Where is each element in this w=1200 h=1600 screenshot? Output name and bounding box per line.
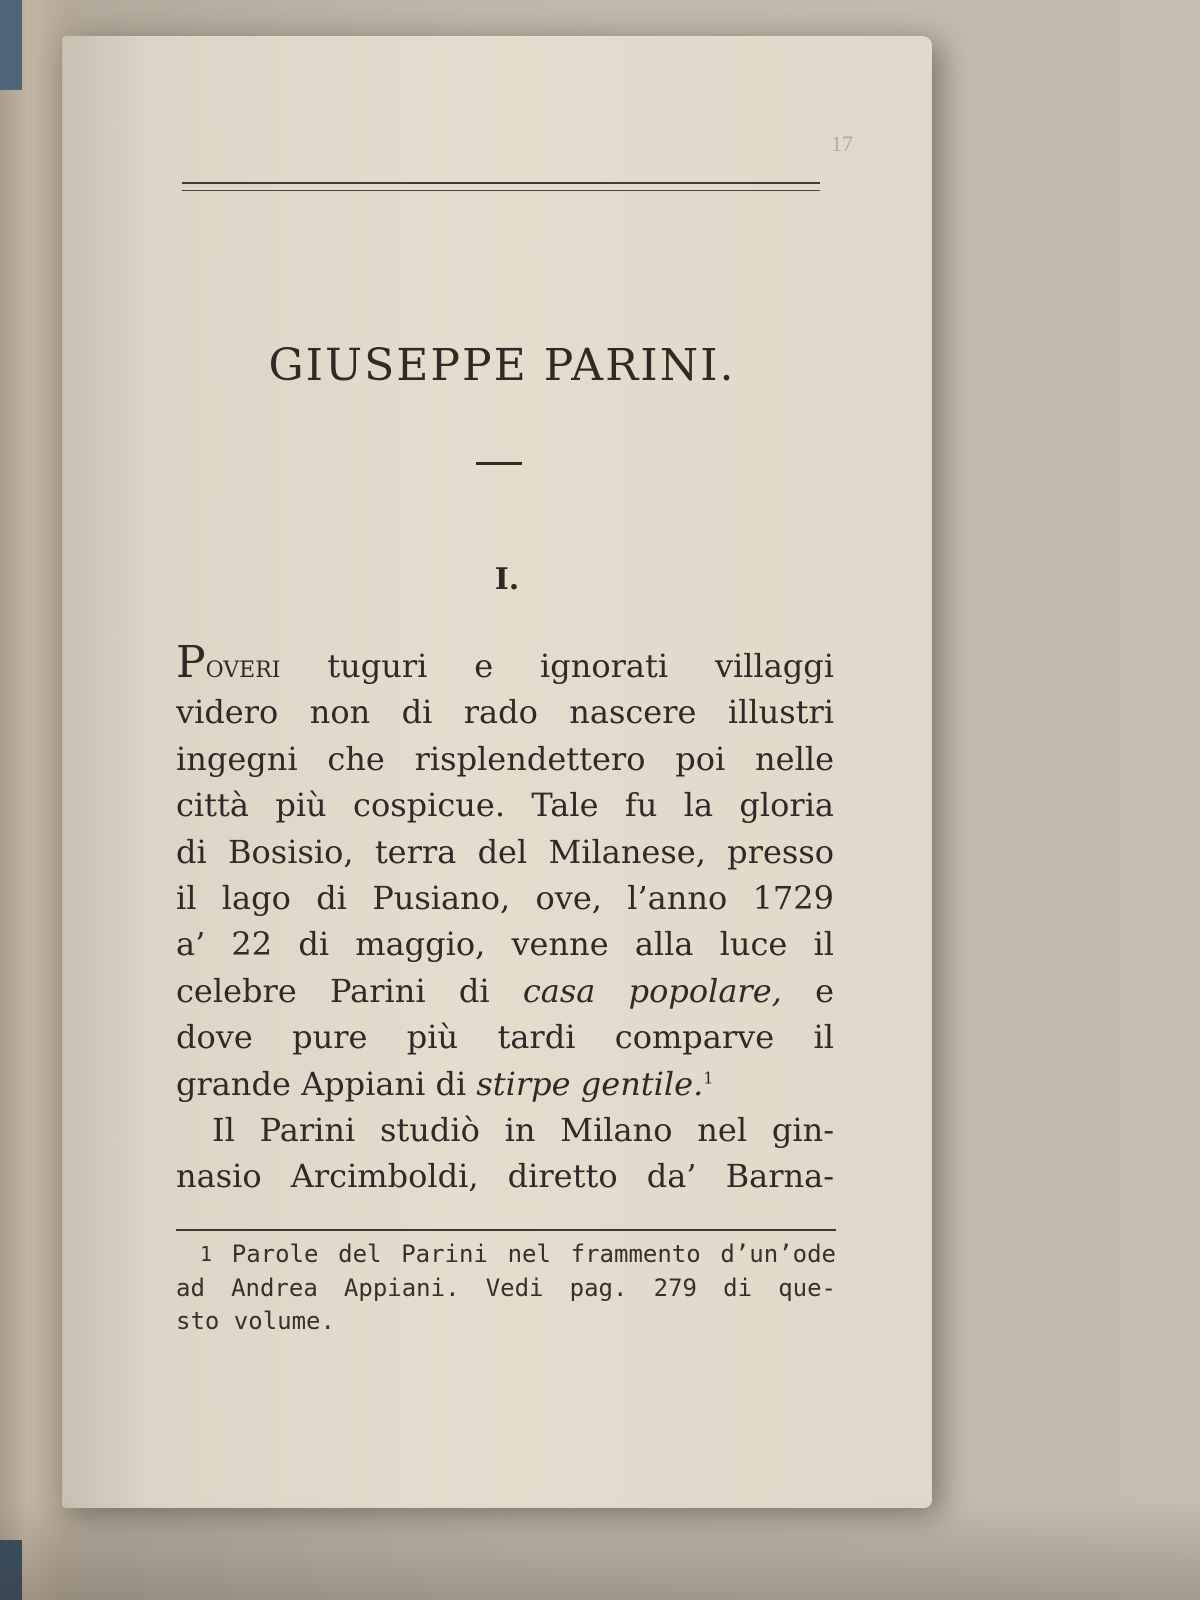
header-rule — [182, 182, 820, 184]
text-line: Il Parini studiò in Milano nel gin- — [212, 1111, 834, 1150]
small-caps-word: overi — [205, 647, 281, 685]
text-line: dove pure più tardi comparve il — [176, 1018, 834, 1057]
text-line: di Bosisio, terra del Milanese, presso — [176, 832, 834, 871]
book-cover-edge — [0, 0, 70, 1600]
body-text — [176, 637, 834, 1200]
text-line — [176, 637, 834, 689]
footnote-marker: 1 — [200, 1242, 213, 1266]
italic-phrase: stirpe gentile. — [476, 1064, 704, 1103]
text-line — [176, 968, 834, 1014]
table-shadow — [0, 1500, 1200, 1600]
drop-cap: P — [176, 637, 206, 688]
title-dash-ornament — [476, 462, 522, 465]
text-line: ingegni che risplendettero poi nelle — [176, 739, 834, 778]
line-text: grande Appiani di — [176, 1064, 477, 1103]
line-text: celebre Parini di — [176, 971, 523, 1010]
section-number: I. — [494, 562, 520, 597]
text-line: videro non di rado nascere illustri — [176, 693, 834, 732]
footnote-line — [176, 1238, 836, 1272]
text-line: nasio Arcimboldi, diretto da’ Barna- — [176, 1157, 834, 1196]
text-line: il lago di Pusiano, ove, l’anno 1729 — [176, 879, 834, 918]
footnote-line: ad Andrea Appiani. Vedi pag. 279 di que- — [176, 1273, 836, 1302]
chapter-title: GIUSEPPE PARINI. — [268, 340, 736, 391]
footnote-text: Parole del Parini nel frammento d’un’ode — [212, 1240, 836, 1268]
line-text: tuguri e ignorati villaggi — [280, 647, 834, 685]
book-page — [62, 36, 932, 1508]
footnote — [176, 1238, 836, 1339]
line-text: e — [781, 971, 834, 1010]
text-line: città più cospicue. Tale fu la gloria — [176, 786, 834, 825]
header-rule-thin — [182, 190, 820, 191]
first-word — [176, 637, 281, 688]
book-spine-top — [0, 0, 22, 90]
page-number: 17 — [831, 131, 853, 156]
italic-phrase: casa popolare, — [522, 971, 782, 1010]
footnote-rule — [176, 1229, 836, 1231]
footnote-reference: 1 — [703, 1068, 714, 1087]
text-line: a’ 22 di maggio, venne alla luce il — [176, 925, 834, 964]
text-line — [176, 1061, 834, 1107]
footnote-line: sto volume. — [176, 1307, 335, 1335]
